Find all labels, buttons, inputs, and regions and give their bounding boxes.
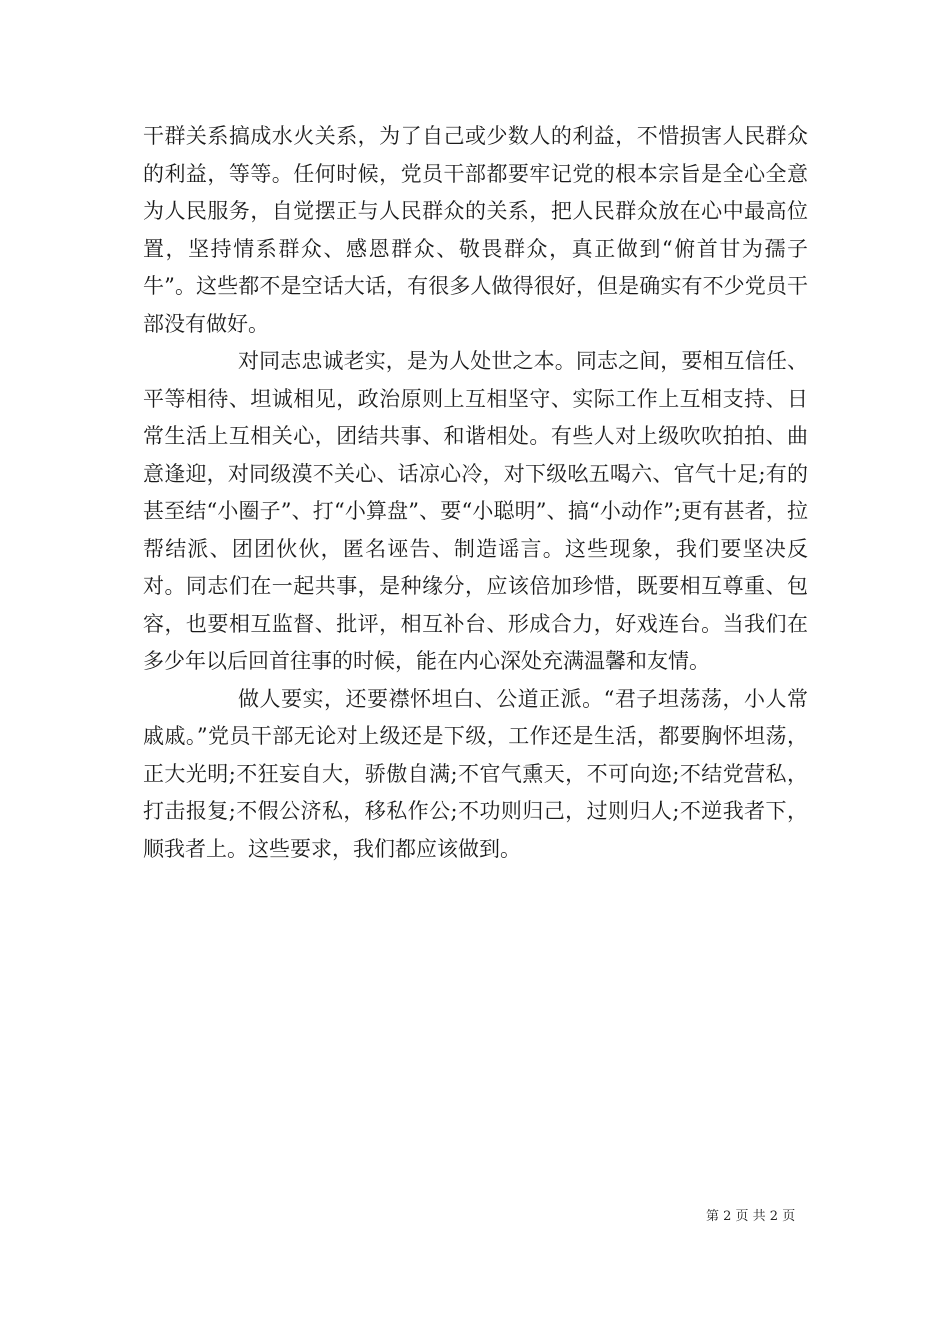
page-number: 第 2 页 共 2 页: [706, 1209, 796, 1224]
paragraph-comrades: 对同志忠诚老实，是为人处世之本。同志之间，要相互信任、平等相待、坦诚相见，政治原则上互相坚守、实际工作上互相支持、日常生活上互相关心，团结共事、和谐相处。有些人对上级吹吹拍拍、曲意逢迎，对同级漠不关心、话凉心冷，对下级吆五喝六、官气十足;有的甚至结“小圈子”、打“小算盘”、要“小聪明”、搞“小动作”;更有甚者，拉帮结派、团团伙伙，匿名诬告、制造谣言。这些现象，我们要坚决反对。同志们在一起共事，是种缘分，应该倍加珍惜，既要相互尊重、包容，也要相互监督、批评，相互补台、形成合力，好戏连台。当我们在多少年以后回首往事的时候，能在内心深处充满温馨和友情。: [143, 349, 808, 673]
paragraph-integrity: 做人要实，还要襟怀坦白、公道正派。“君子坦荡荡，小人常戚戚。”党员干部无论对上级还是下级，工作还是生活，都要胸怀坦荡，正大光明;不狂妄自大，骄傲自满;不官气熏天，不可向迩;不结党营私，打击报复;不假公济私，移私作公;不功则归己，过则归人;不逆我者下，顺我者上。这些要求，我们都应该做到。: [143, 686, 808, 861]
document-body: [143, 118, 808, 868]
paragraph-continued: 干群关系搞成水火关系，为了自己或少数人的利益，不惜损害人民群众的利益，等等。任何时候，党员干部都要牢记党的根本宗旨是全心全意为人民服务，自觉摆正与人民群众的关系，把人民群众放在心中最高位置，坚持情系群众、感恩群众、敬畏群众，真正做到“俯首甘为孺子牛”。这些都不是空话大话，有很多人做得很好，但是确实有不少党员干部没有做好。: [143, 124, 808, 336]
